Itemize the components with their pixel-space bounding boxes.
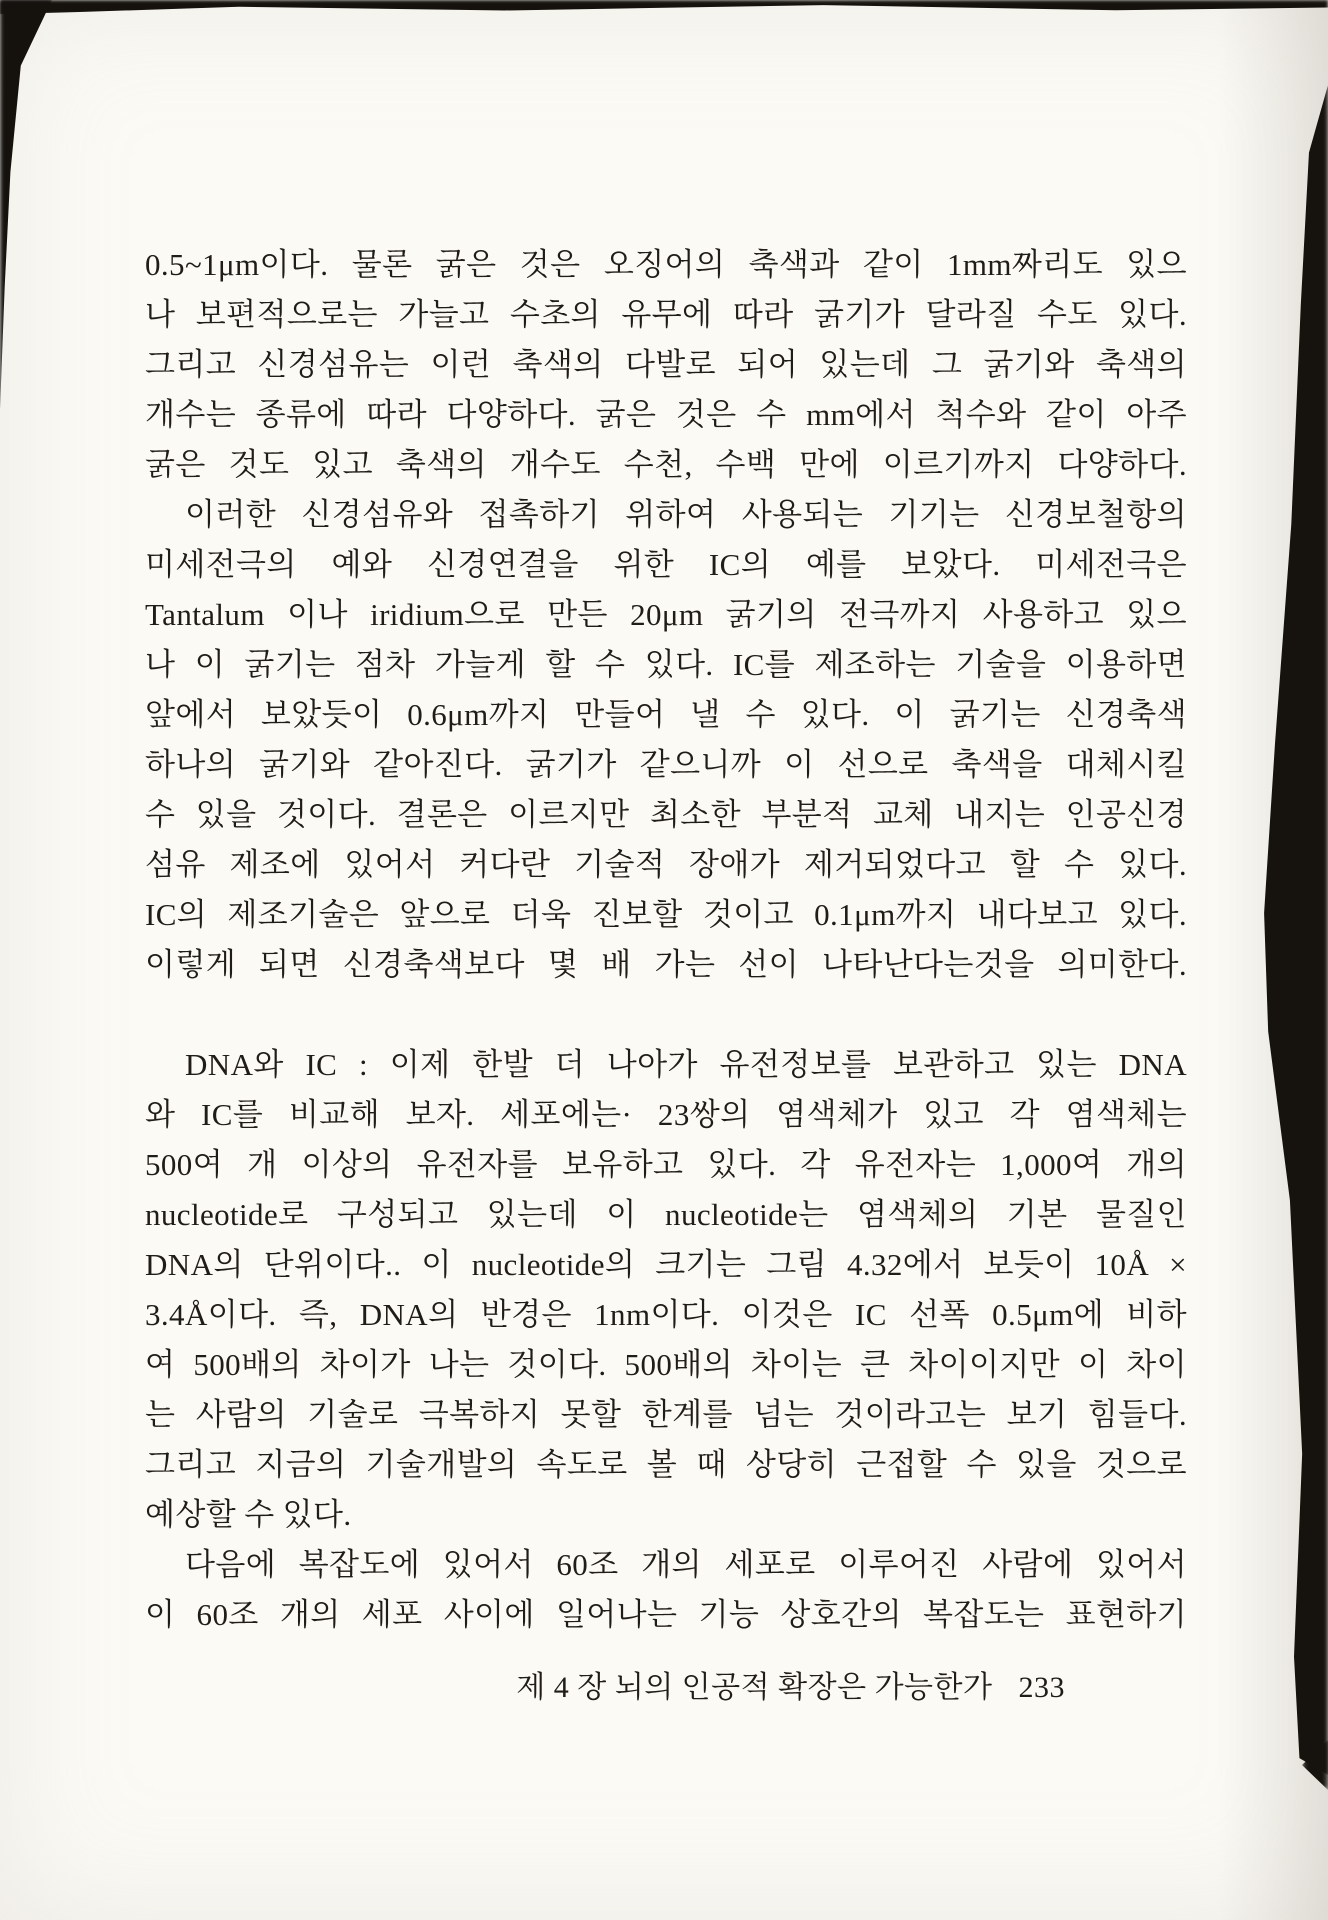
text-line: 는 사람의 기술로 극복하지 못할 한계를 넘는 것이라고는 보기 힘들다. xyxy=(145,1397,1187,1432)
text-line: 500여 개 이상의 유전자를 보유하고 있다. 각 유전자는 1,000여 개의 xyxy=(145,1147,1187,1182)
text-line: 굵은 것도 있고 축색의 개수도 수천, 수백 만에 이르기까지 다양하다. xyxy=(145,447,1187,482)
text-line: 하나의 굵기와 같아진다. 굵기가 같으니까 이 선으로 축색을 대체시킬 xyxy=(145,747,1187,782)
text-line: 나 보편적으로는 가늘고 수초의 유무에 따라 굵기가 달라질 수도 있다. xyxy=(145,297,1187,332)
text-line: 3.4Å이다. 즉, DNA의 반경은 1nm이다. 이것은 IC 선폭 0.5μm에 비하 xyxy=(145,1297,1187,1332)
text-line: IC의 제조기술은 앞으로 더욱 진보할 것이고 0.1μm까지 내다보고 있다. xyxy=(145,897,1187,932)
text-line: 이 60조 개의 세포 사이에 일어나는 기능 상호간의 복잡도는 표현하기 xyxy=(145,1597,1187,1632)
text-line: DNA의 단위이다.. 이 nucleotide의 크기는 그림 4.32에서 보듯이 10Å × xyxy=(145,1247,1187,1282)
text-line: 여 500배의 차이가 나는 것이다. 500배의 차이는 큰 차이이지만 이 차이 xyxy=(145,1347,1187,1382)
paragraph xyxy=(145,490,1187,990)
footer-page-number: 233 xyxy=(1018,1671,1065,1704)
page-text-block xyxy=(145,240,1187,1640)
footer-chapter-title: 제 4 장 뇌의 인공적 확장은 가능한가 xyxy=(516,1671,993,1704)
scan-edge-top xyxy=(0,0,1328,15)
text-line: Tantalum 이나 iridium으로 만든 20μm 굵기의 전극까지 사용하고 있으 xyxy=(145,597,1187,632)
text-line: 0.5~1μm이다. 물론 굵은 것은 오징어의 축색과 같이 1mm짜리도 있으 xyxy=(145,247,1187,282)
paragraph xyxy=(145,240,1187,490)
text-line: 앞에서 보았듯이 0.6μm까지 만들어 낼 수 있다. 이 굵기는 신경축색 xyxy=(145,697,1187,732)
page-footer xyxy=(145,1662,1065,1706)
text-line: 와 IC를 비교해 보자. 세포에는· 23쌍의 염색체가 있고 각 염색체는 xyxy=(145,1097,1187,1132)
text-line: 다음에 복잡도에 있어서 60조 개의 세포로 이루어진 사람에 있어서 xyxy=(185,1547,1187,1582)
text-line: 이러한 신경섬유와 접촉하기 위하여 사용되는 기기는 신경보철항의 xyxy=(185,497,1187,532)
text-line: DNA와 IC : 이제 한발 더 나아가 유전정보를 보관하고 있는 DNA xyxy=(185,1047,1187,1082)
paragraph xyxy=(145,1040,1187,1540)
text-line: nucleotide로 구성되고 있는데 이 nucleotide는 염색체의 기본 물질인 xyxy=(145,1197,1187,1232)
text-line: 나 이 굵기는 점차 가늘게 할 수 있다. IC를 제조하는 기술을 이용하면 xyxy=(145,647,1187,682)
text-line: 섬유 제조에 있어서 커다란 기술적 장애가 제거되었다고 할 수 있다. xyxy=(145,847,1187,882)
text-line: 개수는 종류에 따라 다양하다. 굵은 것은 수 mm에서 척수와 같이 아주 xyxy=(145,397,1187,432)
text-line: 미세전극의 예와 신경연결을 위한 IC의 예를 보았다. 미세전극은 xyxy=(145,547,1187,582)
text-line: 이렇게 되면 신경축색보다 몇 배 가는 선이 나타난다는것을 의미한다. xyxy=(145,947,1187,982)
text-line: 수 있을 것이다. 결론은 이르지만 최소한 부분적 교체 내지는 인공신경 xyxy=(145,797,1187,832)
paragraph xyxy=(145,1540,1187,1640)
scan-edge-top-left xyxy=(0,0,52,410)
text-line: 예상할 수 있다. xyxy=(145,1497,352,1532)
text-line: 그리고 지금의 기술개발의 속도로 볼 때 상당히 근접할 수 있을 것으로 xyxy=(145,1447,1187,1482)
text-line: 그리고 신경섬유는 이런 축색의 다발로 되어 있는데 그 굵기와 축색의 xyxy=(145,347,1187,382)
